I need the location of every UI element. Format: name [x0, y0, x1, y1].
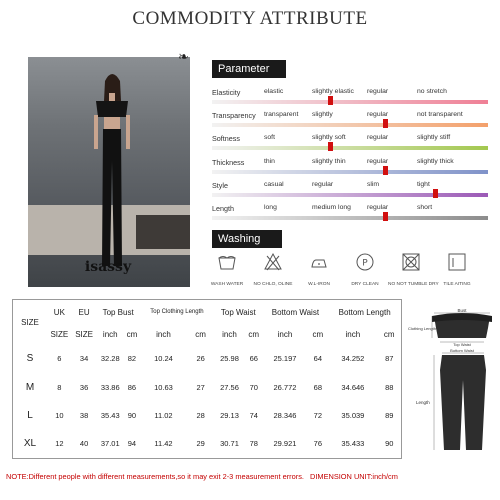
- table-cell: 94: [127, 439, 137, 449]
- selected-marker: [328, 142, 333, 151]
- table-cell: 74: [249, 410, 258, 420]
- header-top-waist: Top Waist: [220, 307, 256, 317]
- parameter-option: regular: [312, 180, 334, 188]
- parameter-bar: [212, 100, 488, 104]
- table-cell: 29: [196, 439, 205, 449]
- parameter-option: no stretch: [417, 88, 447, 95]
- diagram-top-waist-label: Top Waist: [453, 342, 471, 347]
- subheader: cm: [312, 329, 324, 339]
- dry-clean-icon: [355, 252, 375, 272]
- table-cell: 27.56: [220, 382, 239, 392]
- subheader: inch: [156, 329, 171, 339]
- diagram-length-label: Length: [416, 400, 430, 405]
- iron-item: W.L-IRON: [304, 252, 334, 287]
- table-cell: 87: [385, 354, 394, 364]
- table-row: [13, 430, 402, 459]
- table-cell: 29.921: [273, 439, 297, 449]
- header-uk: UK: [53, 307, 65, 317]
- parameter-option: slightly thick: [417, 157, 454, 165]
- svg-text:P: P: [362, 258, 368, 269]
- parameter-name: Softness: [212, 134, 240, 144]
- parameter-option: thin: [264, 157, 275, 165]
- parameter-option: elastic: [264, 88, 284, 95]
- table-row: [13, 401, 402, 429]
- parameter-bar: [212, 146, 488, 150]
- note-text: NOTE:Different people with different measurements,so it may exit 2-3 measurement errors.: [6, 472, 304, 481]
- brand-logo: isassy: [84, 259, 132, 275]
- table-cell: 25.98: [220, 354, 239, 364]
- parameter-option: short: [417, 203, 433, 211]
- table-cell: 28: [196, 410, 205, 420]
- table-cell: 90: [385, 439, 394, 449]
- table-cell: 8: [57, 382, 62, 392]
- table-cell: 28.346: [273, 410, 297, 420]
- subheader: cm: [383, 329, 395, 339]
- parameter-option: tight: [417, 180, 430, 188]
- subheader: cm: [126, 329, 138, 339]
- table-cell: 29.13: [220, 410, 239, 420]
- table-cell: 11.42: [154, 439, 173, 449]
- parameter-option: regular: [367, 88, 389, 95]
- parameter-option: slightly: [312, 111, 333, 119]
- subheader: cm: [195, 329, 206, 339]
- parameter-option: slightly thin: [312, 157, 346, 165]
- table-cell: 90: [127, 410, 137, 420]
- table-cell: 26.772: [273, 382, 297, 392]
- bow-icon: ❧: [178, 49, 189, 64]
- model-figure: [92, 71, 132, 271]
- no-tumble-dry-item: NO NOT TUMBLE DRY: [396, 252, 426, 287]
- selected-marker: [383, 119, 388, 128]
- subheader: inch: [277, 329, 293, 339]
- header-bottom-length: Bottom Length: [338, 307, 391, 317]
- parameter-option: not transparent: [417, 111, 463, 119]
- table-cell: 10: [55, 410, 64, 420]
- table-cell: 35.039: [341, 410, 365, 420]
- table-cell: 32.28: [100, 354, 120, 364]
- parameter-option: slim: [367, 180, 380, 188]
- header-eu: EU: [78, 307, 90, 317]
- table-cell: 10.63: [154, 382, 173, 392]
- table-row: [13, 373, 402, 401]
- parameter-bar: [212, 193, 488, 197]
- table-cell: 11.02: [154, 410, 173, 420]
- subheader: SIZE: [50, 329, 69, 339]
- subheader: inch: [222, 329, 237, 339]
- table-cell: 34.646: [341, 382, 365, 392]
- parameter-option: medium long: [312, 203, 351, 211]
- wash-water-item: WASH WATER: [212, 252, 242, 287]
- table-cell: 6: [57, 354, 62, 364]
- table-cell: 76: [313, 439, 323, 449]
- parameter-row: [212, 154, 488, 177]
- subheader: cm: [248, 329, 260, 339]
- table-row: [13, 345, 402, 373]
- parameter-list: [212, 84, 488, 223]
- table-cell: 64: [313, 354, 323, 364]
- selected-marker: [433, 189, 438, 198]
- table-cell: 86: [127, 382, 137, 392]
- table-cell: 30.71: [220, 439, 239, 449]
- parameter-option: slightly elastic: [312, 88, 354, 95]
- dry-clean-item: P DRY CLEAN: [350, 252, 380, 287]
- table-cell: 70: [249, 382, 258, 392]
- table-cell: 78: [249, 439, 258, 449]
- parameter-bar: [212, 170, 488, 174]
- parameter-option: slightly soft: [312, 134, 346, 142]
- table-cell: 25.197: [273, 354, 297, 364]
- header-top-clothing-length: Top Clothing Length: [150, 309, 204, 316]
- table-cell: 26: [196, 354, 205, 364]
- measurement-diagram: [404, 300, 500, 455]
- table-cell: 82: [127, 354, 137, 364]
- parameter-name: Elasticity: [212, 88, 241, 97]
- tile-airing-item: TILE AITING: [442, 252, 472, 287]
- table-cell: 12: [55, 439, 64, 449]
- table-cell: 38: [79, 410, 89, 420]
- no-chlorine-icon: [263, 252, 283, 272]
- subheader: inch: [345, 329, 361, 339]
- parameter-name: Style: [212, 180, 228, 190]
- table-cell: 33.86: [100, 382, 120, 392]
- measurement-note: [6, 472, 398, 481]
- product-photo: [28, 57, 190, 287]
- header-top-bust: Top Bust: [102, 307, 134, 317]
- parameter-option: regular: [367, 157, 389, 165]
- size-label: L: [27, 409, 33, 421]
- table-cell: 88: [385, 382, 394, 392]
- parameter-row: [212, 177, 488, 200]
- table-cell: 34.252: [341, 354, 365, 364]
- selected-marker: [383, 212, 388, 221]
- washing-header: Washing: [212, 230, 282, 248]
- table-cell: 27: [196, 382, 205, 392]
- size-label: S: [26, 353, 34, 365]
- size-corner-label: SIZE: [21, 317, 39, 327]
- diagram-clothing-length-label: Clothing Length: [408, 326, 437, 331]
- parameter-option: casual: [264, 180, 284, 188]
- washing-icons: [212, 252, 492, 292]
- parameter-row: [212, 130, 488, 153]
- parameter-name: Thickness: [212, 157, 245, 167]
- subheader: SIZE: [75, 329, 93, 339]
- dimension-unit: DIMENSION UNIT:inch/cm: [310, 472, 398, 481]
- parameter-row: [212, 84, 488, 107]
- size-label: XL: [23, 438, 37, 450]
- wash-water-icon: [217, 252, 237, 272]
- table-cell: 68: [313, 382, 323, 392]
- parameter-option: transparent: [264, 111, 299, 119]
- parameter-row: [212, 107, 488, 130]
- table-cell: 34: [79, 354, 89, 364]
- selected-marker: [328, 96, 333, 105]
- no-chlorine-item: NO CHLO, OLINE: [258, 252, 288, 287]
- photo-stool: [136, 215, 190, 249]
- size-table: [12, 299, 402, 459]
- diagram-bottom-waist-label: Bottom Waist: [450, 348, 474, 353]
- table-cell: 72: [313, 410, 323, 420]
- header-bottom-waist: Bottom Waist: [271, 307, 320, 317]
- page-title: COMMODITY ATTRIBUTE: [132, 8, 368, 29]
- parameter-option: regular: [367, 134, 389, 142]
- parameter-bar: [212, 216, 488, 220]
- table-cell: 40: [79, 439, 89, 449]
- diagram-bust-label: Bust: [457, 308, 467, 313]
- subheader: inch: [102, 329, 118, 339]
- table-cell: 36: [79, 382, 89, 392]
- parameter-header: Parameter: [212, 60, 286, 78]
- table-cell: 35.433: [341, 439, 365, 449]
- table-cell: 89: [385, 410, 394, 420]
- parameter-name: Length: [212, 203, 234, 213]
- parameter-option: slightly stiff: [417, 134, 451, 142]
- selected-marker: [383, 166, 388, 175]
- parameter-option: regular: [367, 203, 389, 211]
- parameter-bar: [212, 123, 488, 127]
- parameter-row: [212, 200, 488, 223]
- table-cell: 37.01: [100, 439, 120, 449]
- no-tumble-dry-icon: [401, 252, 421, 272]
- parameter-option: regular: [367, 111, 389, 119]
- table-cell: 35.43: [100, 410, 120, 420]
- parameter-option: soft: [264, 134, 275, 142]
- tile-airing-icon: [447, 252, 467, 272]
- size-label: M: [25, 381, 35, 393]
- table-cell: 10.24: [154, 354, 173, 364]
- parameter-name: Transparency: [212, 111, 256, 121]
- parameter-option: long: [264, 203, 277, 211]
- iron-icon: [309, 252, 329, 272]
- table-cell: 66: [249, 354, 258, 364]
